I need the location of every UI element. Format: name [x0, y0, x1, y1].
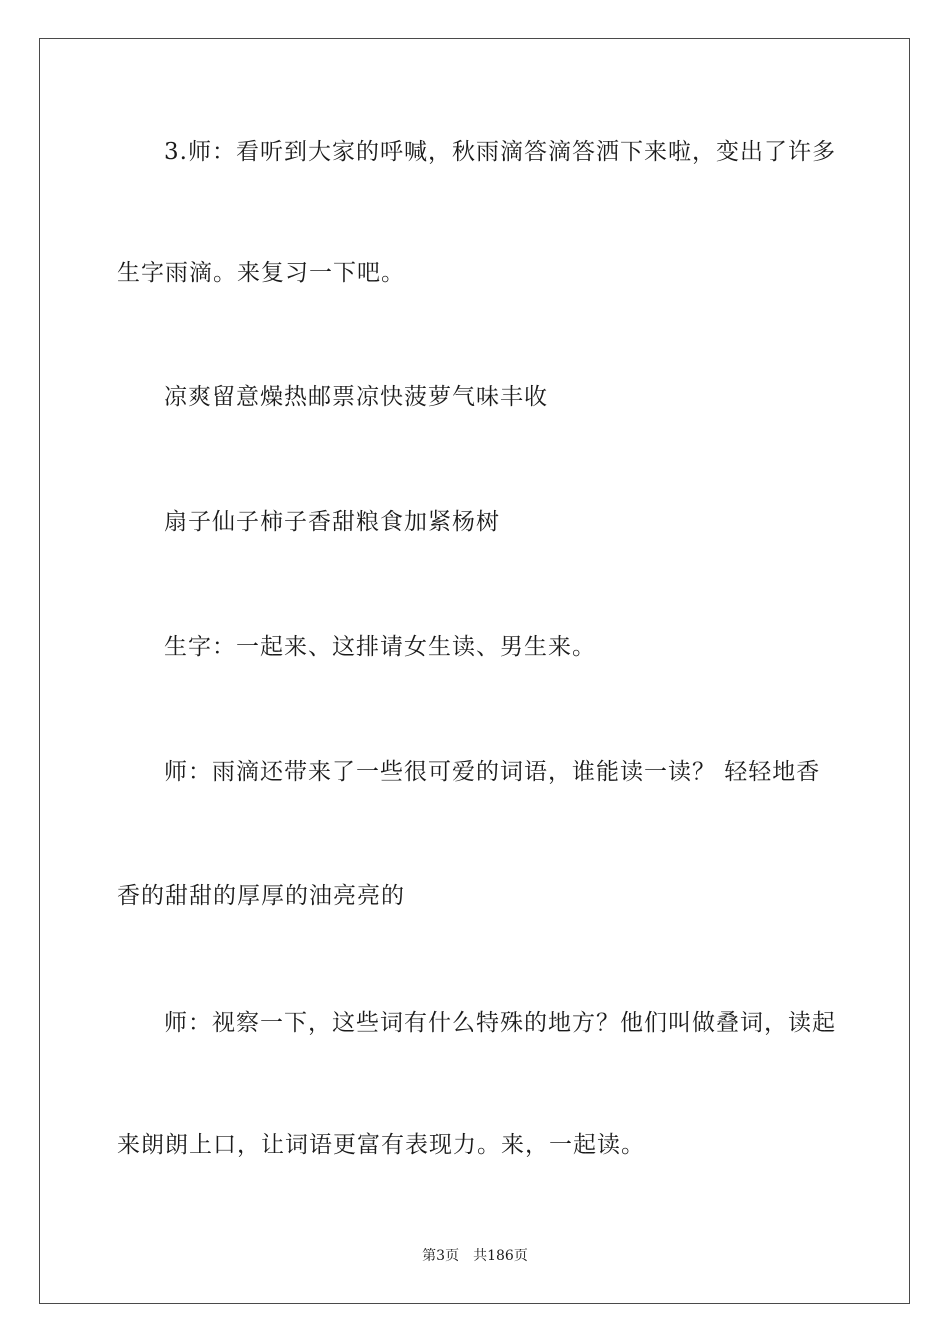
- word-list-line-2: 扇子仙子柿子香甜粮食加紧杨树: [164, 509, 500, 535]
- page-footer: [0, 1246, 950, 1266]
- paragraph-line-6: 师：视察一下，这些词有什么特殊的地方？他们叫做叠词，读起: [164, 1010, 836, 1036]
- page-number: 第3页: [422, 1248, 460, 1264]
- paragraph-line-7: 来朗朗上口，让词语更富有表现力。来，一起读。: [117, 1132, 645, 1158]
- paragraph-line-2: 生字雨滴。来复习一下吧。: [117, 260, 405, 286]
- page-border: [39, 38, 910, 1304]
- paragraph-line-1: 3.师：看听到大家的呼喊，秋雨滴答滴答洒下来啦，变出了许多: [164, 139, 836, 165]
- paragraph-line-4: 师：雨滴还带来了一些很可爱的词语，谁能读一读？ 轻轻地香: [164, 759, 821, 785]
- paragraph-line-5: 香的甜甜的厚厚的油亮亮的: [117, 883, 405, 909]
- paragraph-line-3: 生字：一起来、这排请女生读、男生来。: [164, 634, 596, 660]
- word-list-line-1: 凉爽留意燥热邮票凉快菠萝气味丰收: [164, 384, 548, 410]
- total-pages: 共186页: [473, 1248, 528, 1264]
